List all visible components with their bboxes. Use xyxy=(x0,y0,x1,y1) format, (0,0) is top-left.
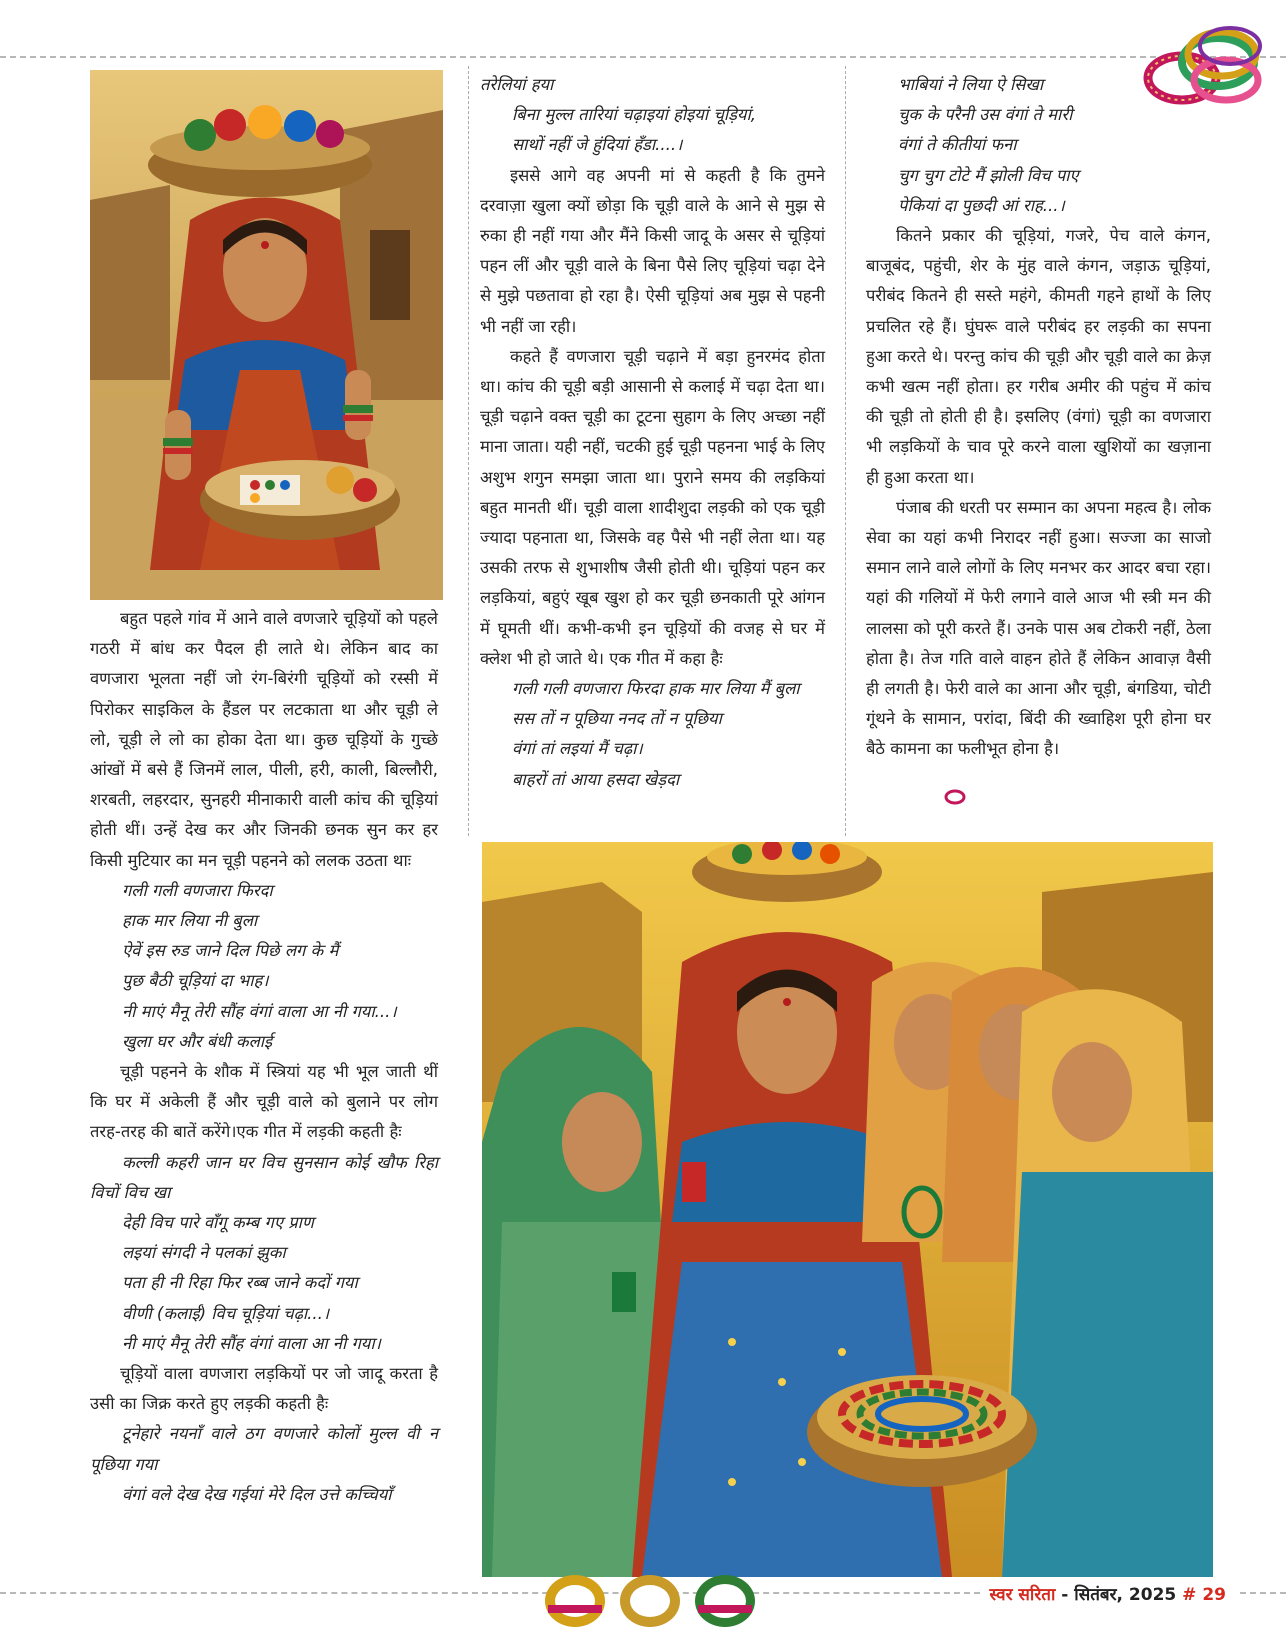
poem-line: टूनेहारे नयनाँ वाले ठग वणजारे कोलों मुल्ल वी न पूछिया गया xyxy=(90,1424,438,1474)
page-footer xyxy=(990,1582,1227,1605)
bangle-seller-painting xyxy=(90,70,443,600)
col2-paragraph-2: कहते हैं वणजारा चूड़ी चढ़ाने में बड़ा हुनरमंद होता था। कांच की चूड़ी बड़ी आसानी से कलाई में चढ़ा देता था। चूड़ी चढ़ाने वक्त चूड़ी का टूटना सुहाग के लिए अच्छा नहीं माना जाता। यही नहीं, चटकी हुई चूड़ी पहनना भाई के लिए अशुभ शगुन समझा जाता था। पुराने समय की लड़कियां बहुत मानती थीं। चूड़ी वाला शादीशुदा लड़की को एक चूड़ी ज्यादा पहनाता था, जिसके वह पैसे भी नहीं लेता था। यह उसकी तरफ से शुभाशीष जैसी होती थी। चूड़ियां पहन कर लड़कियां, बहुएं खूब खुश हो कर चूड़ी छनकाती पूरे आंगन में घूमती थीं। कभी-कभी इन चूड़ियों की वजह से घर में क्लेश भी हो जाते थे। एक गीत में कहा हैः xyxy=(480,346,825,668)
column-divider-1 xyxy=(468,66,469,836)
col3-paragraph-2: पंजाब की धरती पर सम्मान का अपना महत्व है। लोक सेवा का यहां कभी निरादर नहीं हुआ। सज्जा का साजो समान लाने वाले लोगों के लिए मनभर कर आदर बचा रहा। यहां की गलियों में फेरी लगाने वाले आज भी स्त्री मन की लालसा को पूरी करते हैं। उनके पास अब टोकरी नहीं, ठेला होता है। तेज गति वाले वाहन होते हैं लेकिन आवाज़ वैसी ही लगती है। फेरी वाले का आना और चूड़ी, बंगडिया, चोटी गूंथने के सामान, परांदा, बिंदी की ख्वाहिश पूरी होना घर बैठे कामना का फलीभूत होना है। xyxy=(866,497,1211,759)
poem-line: कल्ली कहरी जान घर विच सुनसान कोई खौफ रिहा विचों विच खा xyxy=(90,1152,438,1202)
poem-line: पुछ बैठी चूड़ियां दा भाह। xyxy=(122,971,269,991)
poem-line: वंगां तां लइयां मैं चढ़ा। xyxy=(512,739,643,759)
column-divider-2 xyxy=(845,66,846,836)
col1-poem-2 xyxy=(90,1148,438,1359)
poem-line: भाबियां ने लिया ऐ सिखा xyxy=(898,75,1044,94)
issue-date: सितंबर, 2025 xyxy=(1074,1585,1177,1605)
col3-paragraph-1: कितने प्रकार की चूड़ियां, गजरे, पेच वाले कंगन, बाजूबंद, पहुंची, शेर के मुंह वाले कंगन, जड़ाऊ चूड़ियां, परीबंद कितने ही सस्ते महंगे, कीमती गहने हाथों के लिए प्रचलित रहे हैं। घुंघरू वाले परीबंद हर लड़की का सपना हुआ करते थे। परन्तु कांच की चूड़ी और चूड़ी वाले का क्रेज़ कभी खत्म नहीं होता। हर गरीब अमीर की पहुंच में कांच की चूड़ी तो होती ही है। इसलिए (वंगां) चूड़ी का वणजारा भी लड़कियों के चाव पूरे करने वाला खुशियों का खज़ाना ही हुआ करता था। xyxy=(866,226,1211,487)
poem-line: नी माएं मैनू तेरी सौंह वंगां वाला आ नी गया। xyxy=(122,1333,381,1353)
poem-line: लइयां संगदी ने पलकां झुका xyxy=(122,1243,286,1263)
poem-line: गली गली वणजारा फिरदा xyxy=(122,880,273,900)
col2-paragraph-1: इससे आगे वह अपनी मां से कहती है कि तुमने दरवाज़ा खुला क्यों छोड़ा कि चूड़ी वाले के आने से मुझ से रुका ही नहीं गया और मैंने किसी जादू के असर से चूड़ियां पहन लीं और चूड़ी वाले के बिना पैसे लिए चूड़ियां चढ़ा देने से मुझे पछतावा हो रहा है। ऐसी चूड़ियां अब मुझ से पहनी भी नहीं जा रही। xyxy=(480,165,825,336)
poem-line: देही विच पारे वाँगू कम्ब गए प्राण xyxy=(122,1213,314,1233)
poem-line: ऐवें इस रुड जाने दिल पिछे लग के मैं xyxy=(122,941,339,961)
poem-line: वंगां ते कीतीयां फना xyxy=(898,135,1017,155)
poem-line: गली गली वणजारा फिरदा हाक मार लिया मैं बुला xyxy=(512,679,800,699)
poem-line: चुक के परैनी उस वंगां ते मारी xyxy=(898,105,1073,125)
poem-line: तरेलियां हया xyxy=(480,75,554,94)
bottom-dashed-rule xyxy=(0,1592,980,1594)
poem-line: बाहरों तां आया हसदा खेड़दा xyxy=(512,769,680,789)
col1-paragraph-1: बहुत पहले गांव में आने वाले वणजारे चूड़ियों को पहले गठरी में बांध कर पैदल ही लाते थे। लेकिन बाद का वणजारा भूलता नहीं जो रंग-बिरंगी चूड़ियों को रस्सी में पिरोकर साइकिल के हैंडल पर लटकाता था और चूड़ी ले लो, चूड़ी ले लो का होका देता था। कुछ चूड़ियों के गुच्छे आंखों में बसे हैं जिनमें लाल, पीली, हरी, काली, बिल्लौरी, शरबती, लहरदार, सुनहरी मीनाकारी वाली कांच की चूड़ियां होती थीं। उन्हें देख कर और जिनकी छनक सुन कर हर किसी मुटियार का मन चूड़ी पहनने को ललक उठता थाः xyxy=(90,609,438,870)
poem-line: सस तों न पूछिया ननद तों न पूछिया xyxy=(512,709,722,729)
column-2 xyxy=(480,70,825,795)
column-1 xyxy=(90,604,438,1510)
poem-line: हाक मार लिया नी बुला xyxy=(122,911,258,931)
col3-poem-top xyxy=(866,70,1211,221)
col2-poem-1 xyxy=(480,674,825,795)
col2-poem-top xyxy=(480,70,825,161)
poem-line: वंगां वले देख देख गईयां मेरे दिल उत्ते कच्चियाँ xyxy=(122,1484,392,1504)
poem-line: चुग चुग टोटे मैं झोली विच पाए xyxy=(898,165,1079,185)
column-3 xyxy=(866,70,1211,765)
poem-line: वीणी (कलाई) विच चूड़ियां चढ़ा...। xyxy=(122,1303,330,1323)
footer-separator: - xyxy=(1055,1585,1075,1605)
col1-paragraph-2: चूड़ी पहनने के शौक में स्त्रियां यह भी भूल जाती थीं कि घर में अकेली हैं और चूड़ी वाले को बुलाने पर लोग तरह-तरह की बातें करेंगे।एक गीत में लड़की कहती हैः xyxy=(90,1062,438,1142)
col1-poem-1 xyxy=(90,876,438,1057)
bangle-end-mark-icon xyxy=(943,788,967,806)
magazine-name: स्वर सरिता xyxy=(989,1585,1056,1605)
top-dashed-rule xyxy=(0,56,1286,58)
bangles-decoration-bottom xyxy=(540,1565,770,1635)
poem-line: पेकियां दा पुछदी आं राह...। xyxy=(898,195,1065,215)
women-with-bangles-painting xyxy=(482,842,1213,1577)
page-number: 29 xyxy=(1202,1585,1226,1605)
col1-poem-3 xyxy=(90,1419,438,1510)
poem-line: खुला घर और बंधी कलाई xyxy=(122,1031,273,1051)
poem-line: नी माएं मैनू तेरी सौंह वंगां वाला आ नी गया...। xyxy=(122,1001,397,1021)
hash-mark: # xyxy=(1176,1585,1203,1605)
poem-line: साथों नहीं जे हुंदियां हँडा....। xyxy=(512,135,683,155)
bottom-dashed-rule-right xyxy=(1240,1592,1286,1594)
poem-line: बिना मुल्ल तारियां चढ़ाइयां होइयां चूड़ियां, xyxy=(512,105,757,125)
col1-paragraph-3: चूड़ियों वाला वणजारा लड़कियों पर जो जादू करता है उसी का जिक्र करते हुए लड़की कहती हैः xyxy=(90,1364,438,1414)
poem-line: पता ही नी रिहा फिर रब्ब जाने कदों गया xyxy=(122,1273,358,1293)
